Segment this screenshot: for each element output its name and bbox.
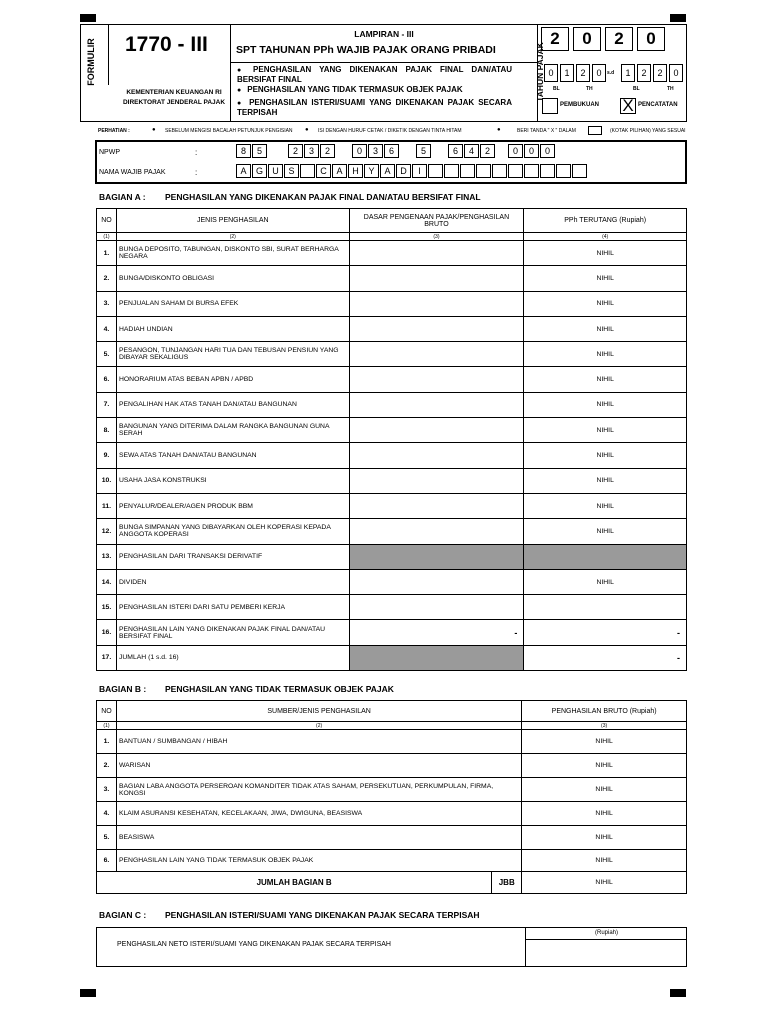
row-number: 15. xyxy=(97,595,117,620)
pencatatan-checkbox[interactable] xyxy=(620,98,636,114)
name-label: NAMA WAJIB PAJAK xyxy=(99,169,166,176)
row-pph-value[interactable]: NIHIL xyxy=(524,392,687,417)
bagian-a-row xyxy=(97,342,687,367)
name-colon: : xyxy=(195,168,198,177)
bagian-b-row xyxy=(97,778,687,802)
perhatian-bullet-1: ● xyxy=(152,127,156,133)
period-end-digit[interactable]: 2 xyxy=(653,64,667,82)
name-char-box[interactable]: C xyxy=(316,164,331,178)
npwp-digit-box[interactable]: 0 xyxy=(540,144,555,158)
name-char-box[interactable] xyxy=(540,164,555,178)
row-dasar-value[interactable] xyxy=(349,468,524,493)
pembukuan-label: PEMBUKUAN xyxy=(560,102,599,108)
bagian-b-header-bruto: PENGHASILAN BRUTO (Rupiah) xyxy=(522,701,687,722)
bagian-a-colnum-4: (4) xyxy=(524,233,687,241)
row-number: 3. xyxy=(97,778,117,802)
row-dasar-value[interactable]: - xyxy=(349,620,524,645)
ministry: KEMENTERIAN KEUANGAN RI xyxy=(126,89,222,96)
npwp-digit-box[interactable]: 8 xyxy=(236,144,251,158)
row-label: BANTUAN / SUMBANGAN / HIBAH xyxy=(116,730,521,754)
bagian-a-row xyxy=(97,595,687,620)
row-pph-value[interactable]: NIHIL xyxy=(524,418,687,443)
row-pph-value[interactable]: NIHIL xyxy=(524,493,687,518)
bagian-a-row xyxy=(97,468,687,493)
directorate: DIREKTORAT JENDERAL PAJAK xyxy=(122,99,226,106)
row-number: 7. xyxy=(97,392,117,417)
bagian-b-header-sumber: SUMBER/JENIS PENGHASILAN xyxy=(116,701,521,722)
npwp-digit-box[interactable]: 3 xyxy=(304,144,319,158)
bagian-b-row xyxy=(97,850,687,872)
row-dasar-value[interactable] xyxy=(349,519,524,544)
perhatian-item-3: BERI TANDA " X " DALAM xyxy=(517,128,576,134)
bagian-b-row xyxy=(97,826,687,850)
row-dasar-value[interactable] xyxy=(349,493,524,518)
row-pph-value[interactable]: NIHIL xyxy=(524,519,687,544)
row-number: 10. xyxy=(97,468,117,493)
row-value[interactable]: NIHIL xyxy=(522,778,687,802)
row-label: BEASISWA xyxy=(116,826,521,850)
name-char-box[interactable]: G xyxy=(252,164,267,178)
bagian-c-title: PENGHASILAN ISTERI/SUAMI YANG DIKENAKAN PAJAK SECARA TERPISAH xyxy=(165,910,480,920)
bagian-b-row xyxy=(97,730,687,754)
row-pph-value[interactable]: NIHIL xyxy=(524,316,687,341)
bagian-a-header-pph: PPh TERUTANG (Rupiah) xyxy=(524,209,687,233)
name-char-box[interactable] xyxy=(300,164,315,178)
row-number: 2. xyxy=(97,266,117,291)
npwp-label: NPWP xyxy=(99,149,120,156)
npwp-digit-box[interactable]: 6 xyxy=(384,144,399,158)
row-number: 8. xyxy=(97,418,117,443)
bagian-b-row xyxy=(97,802,687,826)
bagian-a-row xyxy=(97,519,687,544)
row-value[interactable]: NIHIL xyxy=(522,730,687,754)
bagian-b-label: BAGIAN B : xyxy=(99,684,147,694)
bagian-a-table xyxy=(96,208,687,671)
npwp-digit-box[interactable]: 4 xyxy=(464,144,479,158)
period-start-digit[interactable]: 1 xyxy=(560,64,574,82)
bl-label-1: BL xyxy=(553,86,560,92)
row-pph-value[interactable]: NIHIL xyxy=(524,569,687,594)
npwp-digit-box[interactable]: 2 xyxy=(480,144,495,158)
row-number: 1. xyxy=(97,730,117,754)
row-value[interactable]: NIHIL xyxy=(522,754,687,778)
bagian-b-total-label: JUMLAH BAGIAN B xyxy=(97,872,492,894)
row-number: 5. xyxy=(97,826,117,850)
row-pph-value[interactable]: NIHIL xyxy=(524,342,687,367)
row-label: PENGHASILAN LAIN YANG DIKENAKAN PAJAK FINAL DAN/ATAU BERSIFAT FINAL xyxy=(116,620,349,645)
formulir-label: FORMULIR xyxy=(86,38,96,86)
form-title: SPT TAHUNAN PPh WAJIB PAJAK ORANG PRIBADI xyxy=(236,44,496,56)
name-char-box[interactable] xyxy=(572,164,587,178)
name-char-box[interactable]: A xyxy=(332,164,347,178)
period-start-digit[interactable]: 2 xyxy=(576,64,590,82)
period-end-digit[interactable]: 0 xyxy=(669,64,683,82)
perhatian-bar xyxy=(80,125,687,137)
row-label: HONORARIUM ATAS BEBAN APBN / APBD xyxy=(116,367,349,392)
npwp-digit-box[interactable]: 2 xyxy=(320,144,335,158)
pencatatan-label: PENCATATAN xyxy=(638,102,678,108)
bagian-b-total-value[interactable]: NIHIL xyxy=(522,872,687,894)
bagian-c-value[interactable] xyxy=(525,940,687,967)
row-dasar-value[interactable] xyxy=(349,418,524,443)
row-number: 14. xyxy=(97,569,117,594)
npwp-digit-box[interactable]: 6 xyxy=(448,144,463,158)
bagian-a-colnum-1: (1) xyxy=(97,233,117,241)
row-number: 9. xyxy=(97,443,117,468)
year-digit-box[interactable]: 2 xyxy=(541,27,569,51)
year-digit-box[interactable]: 0 xyxy=(637,27,665,51)
registration-mark-top-right xyxy=(670,14,686,22)
row-number: 3. xyxy=(97,291,117,316)
row-value[interactable]: NIHIL xyxy=(522,826,687,850)
row-pph-value[interactable]: NIHIL xyxy=(524,241,687,266)
bagian-a-header-no: NO xyxy=(97,209,117,233)
perhatian-bullet-2: ● xyxy=(305,127,309,133)
perhatian-label: PERHATIAN : xyxy=(98,128,130,134)
npwp-digit-box[interactable]: 0 xyxy=(352,144,367,158)
row-pph-value[interactable]: NIHIL xyxy=(524,291,687,316)
name-char-box[interactable]: S xyxy=(284,164,299,178)
form-code: 1770 - III xyxy=(125,33,208,56)
row-number: 4. xyxy=(97,316,117,341)
bagian-a-row xyxy=(97,266,687,291)
bagian-a-row xyxy=(97,241,687,266)
bagian-a-header-dasar: DASAR PENGENAAN PAJAK/PENGHASILAN BRUTO xyxy=(349,209,524,233)
row-number: 2. xyxy=(97,754,117,778)
th-label-2: TH xyxy=(667,86,674,92)
row-label: PENGHASILAN ISTERI DARI SATU PEMBERI KERJA xyxy=(116,595,349,620)
row-dasar-value[interactable] xyxy=(349,367,524,392)
npwp-digit-box[interactable]: 0 xyxy=(524,144,539,158)
bagian-b-table xyxy=(96,700,687,894)
perhatian-bullet-3: ● xyxy=(497,127,501,133)
row-label: BUNGA SIMPANAN YANG DIBAYARKAN OLEH KOPERASI KEPADA ANGGOTA KOPERASI xyxy=(116,519,349,544)
row-pph-value[interactable] xyxy=(524,595,687,620)
row-number: 13. xyxy=(97,544,117,569)
pembukuan-checkbox[interactable] xyxy=(542,98,558,114)
row-label: JUMLAH (1 s.d. 16) xyxy=(116,645,349,670)
name-char-box[interactable]: A xyxy=(236,164,251,178)
pencatatan-check-mark: X xyxy=(622,96,634,115)
row-label: PESANGON, TUNJANGAN HARI TUA DAN TEBUSAN PENSIUN YANG DIBAYAR SEKALIGUS xyxy=(116,342,349,367)
row-number: 4. xyxy=(97,802,117,826)
row-dasar-value[interactable] xyxy=(349,443,524,468)
row-pph-value[interactable]: NIHIL xyxy=(524,367,687,392)
row-label: PENGHASILAN DARI TRANSAKSI DERIVATIF xyxy=(116,544,349,569)
name-char-box[interactable] xyxy=(508,164,523,178)
bullet-2-text: PENGHASILAN YANG TIDAK TERMASUK OBJEK PAJAK xyxy=(247,85,463,94)
bullet-1-text: PENGHASILAN YANG DIKENAKAN PAJAK FINAL DAN/ATAU BERSIFAT FINAL xyxy=(237,65,512,84)
row-label: PENGALIHAN HAK ATAS TANAH DAN/ATAU BANGUNAN xyxy=(116,392,349,417)
row-label: KLAIM ASURANSI KESEHATAN, KECELAKAAN, JIWA, DWIGUNA, BEASISWA xyxy=(116,802,521,826)
row-pph-value[interactable]: - xyxy=(524,620,687,645)
name-char-box[interactable]: Y xyxy=(364,164,379,178)
bagian-a-header-jenis: JENIS PENGHASILAN xyxy=(116,209,349,233)
row-value[interactable]: NIHIL xyxy=(522,802,687,826)
row-dasar-value[interactable] xyxy=(349,645,524,670)
row-number: 6. xyxy=(97,367,117,392)
bagian-c-unit-text: (Rupiah) xyxy=(594,930,618,936)
period-start-digit[interactable]: 0 xyxy=(592,64,606,82)
bagian-b-title: PENGHASILAN YANG TIDAK TERMASUK OBJEK PAJAK xyxy=(165,684,394,694)
bagian-a-row xyxy=(97,392,687,417)
bagian-a-row xyxy=(97,443,687,468)
row-label: BUNGA/DISKONTO OBLIGASI xyxy=(116,266,349,291)
row-label: HADIAH UNDIAN xyxy=(116,316,349,341)
year-digit-box[interactable]: 0 xyxy=(573,27,601,51)
bagian-c-label: BAGIAN C : xyxy=(99,910,147,920)
bagian-b-total-code: JBB xyxy=(492,872,522,894)
row-number: 6. xyxy=(97,850,117,872)
name-char-box[interactable]: I xyxy=(412,164,427,178)
npwp-digit-box[interactable]: 2 xyxy=(288,144,303,158)
perhatian-item-2: ISI DENGAN HURUF CETAK / DIKETIK DENGAN TINTA HITAM xyxy=(318,128,462,134)
bagian-c-box xyxy=(96,927,687,967)
name-char-box[interactable] xyxy=(460,164,475,178)
bagian-a-rows xyxy=(97,241,687,671)
bagian-a-colnum-2: (2) xyxy=(116,233,349,241)
row-dasar-value[interactable] xyxy=(349,316,524,341)
name-char-box[interactable]: A xyxy=(380,164,395,178)
bagian-c-unit xyxy=(525,928,687,940)
row-dasar-value[interactable] xyxy=(349,595,524,620)
name-char-box[interactable] xyxy=(428,164,443,178)
perhatian-checkbox-sample xyxy=(588,126,602,135)
row-number: 11. xyxy=(97,493,117,518)
bagian-a-row xyxy=(97,620,687,645)
row-dasar-value[interactable] xyxy=(349,544,524,569)
bagian-c-row-label: PENGHASILAN NETO ISTERI/SUAMI YANG DIKENAKAN PAJAK SECARA TERPISAH xyxy=(117,941,391,948)
row-number: 17. xyxy=(97,645,117,670)
bagian-b-row xyxy=(97,754,687,778)
bullet-3-text: PENGHASILAN ISTERI/SUAMI YANG DIKENAKAN PAJAK SECARA TERPISAH xyxy=(237,98,512,117)
row-label: BAGIAN LABA ANGGOTA PERSEROAN KOMANDITER TIDAK ATAS SAHAM, PERSEKUTUAN, PERKUMPULAN, FIRMA, KONGSI xyxy=(116,778,521,802)
row-pph-value[interactable]: - xyxy=(524,645,687,670)
row-value[interactable]: NIHIL xyxy=(522,850,687,872)
period-end-digit[interactable]: 2 xyxy=(637,64,651,82)
npwp-digit-box[interactable]: 5 xyxy=(252,144,267,158)
bagian-a-row xyxy=(97,291,687,316)
row-dasar-value[interactable] xyxy=(349,342,524,367)
bagian-a-row xyxy=(97,316,687,341)
bullet-1 xyxy=(237,65,512,84)
name-char-box[interactable] xyxy=(444,164,459,178)
perhatian-item-1: SEBELUM MENGISI BACALAH PETUNJUK PENGISIAN xyxy=(165,128,293,134)
bagian-a-row xyxy=(97,569,687,594)
th-label-1: TH xyxy=(586,86,593,92)
bagian-a-label: BAGIAN A : xyxy=(99,192,146,202)
row-number: 12. xyxy=(97,519,117,544)
row-dasar-value[interactable] xyxy=(349,291,524,316)
left-col-divider xyxy=(230,25,231,122)
bagian-a-colnum-3: (3) xyxy=(349,233,524,241)
row-label: BANGUNAN YANG DITERIMA DALAM RANGKA BANGUNAN GUNA SERAH xyxy=(116,418,349,443)
bagian-b-colnum-2: (2) xyxy=(116,722,521,730)
period-end-digit[interactable]: 1 xyxy=(621,64,635,82)
row-number: 5. xyxy=(97,342,117,367)
row-label: BUNGA DEPOSITO, TABUNGAN, DISKONTO SBI, SURAT BERHARGA NEGARA xyxy=(116,241,349,266)
name-char-box[interactable] xyxy=(492,164,507,178)
bagian-b-rows xyxy=(97,730,687,872)
perhatian-item-4: (KOTAK PILIHAN) YANG SESUAI xyxy=(610,128,686,134)
row-label: USAHA JASA KONSTRUKSI xyxy=(116,468,349,493)
row-number: 16. xyxy=(97,620,117,645)
row-label: WARISAN xyxy=(116,754,521,778)
tahun-pajak-label: TAHUN PAJAK xyxy=(535,42,545,102)
bagian-b-header-no: NO xyxy=(97,701,117,722)
row-dasar-value[interactable] xyxy=(349,266,524,291)
bagian-a-row xyxy=(97,418,687,443)
name-char-box[interactable]: H xyxy=(348,164,363,178)
npwp-digit-box[interactable]: 5 xyxy=(416,144,431,158)
name-char-box[interactable] xyxy=(476,164,491,178)
bagian-a-row xyxy=(97,544,687,569)
row-label: PENJUALAN SAHAM DI BURSA EFEK xyxy=(116,291,349,316)
row-pph-value[interactable]: NIHIL xyxy=(524,443,687,468)
row-dasar-value[interactable] xyxy=(349,569,524,594)
bullet-3 xyxy=(237,98,512,117)
row-pph-value[interactable]: NIHIL xyxy=(524,468,687,493)
row-label: DIVIDEN xyxy=(116,569,349,594)
row-dasar-value[interactable] xyxy=(349,241,524,266)
name-char-box[interactable]: D xyxy=(396,164,411,178)
row-number: 1. xyxy=(97,241,117,266)
bagian-b-colnum-1: (1) xyxy=(97,722,117,730)
bullet-2 xyxy=(237,85,527,94)
bagian-a-title: PENGHASILAN YANG DIKENAKAN PAJAK FINAL DAN/ATAU BERSIFAT FINAL xyxy=(165,192,481,202)
bagian-a-row xyxy=(97,645,687,670)
name-char-box[interactable]: U xyxy=(268,164,283,178)
npwp-digit-box[interactable]: 3 xyxy=(368,144,383,158)
row-pph-value[interactable]: NIHIL xyxy=(524,266,687,291)
period-sd: s.d xyxy=(607,70,615,76)
lampiran-label: LAMPIRAN - III xyxy=(354,29,414,39)
registration-mark-bottom-right xyxy=(670,989,686,997)
bagian-a-row xyxy=(97,367,687,392)
npwp-colon: : xyxy=(195,148,198,157)
name-char-box[interactable] xyxy=(524,164,539,178)
registration-mark-bottom-left xyxy=(80,989,96,997)
npwp-digit-box[interactable]: 0 xyxy=(508,144,523,158)
name-char-box[interactable] xyxy=(556,164,571,178)
period-start-digit[interactable]: 0 xyxy=(544,64,558,82)
row-label: PENYALUR/DEALER/AGEN PRODUK BBM xyxy=(116,493,349,518)
row-label: PENGHASILAN LAIN YANG TIDAK TERMASUK OBJEK PAJAK xyxy=(116,850,521,872)
bagian-a-row xyxy=(97,493,687,518)
bagian-b-colnum-3: (3) xyxy=(522,722,687,730)
row-pph-value[interactable] xyxy=(524,544,687,569)
row-dasar-value[interactable] xyxy=(349,392,524,417)
left-divider xyxy=(108,25,109,85)
title-divider xyxy=(231,62,537,63)
registration-mark-top-left xyxy=(80,14,96,22)
year-digit-box[interactable]: 2 xyxy=(605,27,633,51)
row-label: SEWA ATAS TANAH DAN/ATAU BANGUNAN xyxy=(116,443,349,468)
bl-label-2: BL xyxy=(633,86,640,92)
